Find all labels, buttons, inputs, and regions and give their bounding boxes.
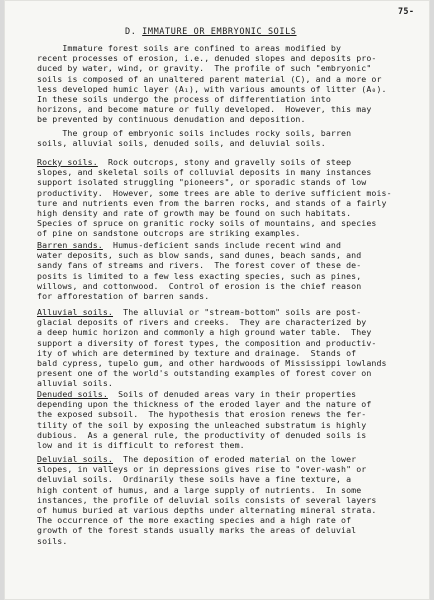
text-line: ture and nutrients even from the barren rocks, and stands of a fairly [37, 197, 387, 208]
document-page [4, 0, 430, 600]
text-line: support a diversity of forest types, the composition and productiv- [37, 337, 377, 348]
text-line: slopes, and skeletal soils of colluvial deposits in many instances [37, 167, 372, 178]
text-line: willows, and cottonwood. Control of erosion is the chief reason [37, 280, 362, 291]
text-line: In these soils undergo the process of differentiation into [37, 94, 331, 105]
text-line: growth of the forest stands usually marks the areas of deluvial [37, 525, 357, 536]
text-line: The alluvial or "stream-bottom" soils are post- [113, 307, 362, 317]
section-letter: D. [125, 27, 137, 37]
text-line: ity of which are determined by texture and drainage. Stands of [37, 347, 357, 358]
term-barren-sands: Barren sands. [37, 240, 103, 250]
text-line: recent processes of erosion, i.e., denuded slopes and deposits pro- [37, 53, 377, 64]
term-alluvial-soils: Alluvial soils. [37, 307, 114, 317]
paragraph-group-overview [37, 128, 409, 148]
paragraph-intro [37, 43, 409, 125]
text-line: dubious. As a general rule, the productivity of denuded soils is [37, 429, 367, 440]
text-line: The group of embryonic soils includes rocky soils, barren [37, 128, 352, 138]
text-line: water deposits, such as blow sands, sand dunes, beach sands, and [37, 250, 362, 261]
text-line: of humus buried at various depths under alternating mineral strata. [37, 505, 377, 516]
text-line: soils. [37, 535, 68, 546]
text-line: instances, the profile of deluvial soils consists of several layers [37, 494, 377, 505]
term-deluvial-soils: Deluvial soils. [37, 454, 114, 464]
term-rocky-soils: Rocky soils. [37, 157, 98, 167]
text-line: productivity. However, some trees are able to derive sufficient mois- [37, 187, 392, 198]
section-title: IMMATURE OR EMBRYONIC SOILS [142, 27, 297, 37]
text-line: depending upon the thickness of the eroded layer and the nature of [37, 399, 372, 410]
text-line: horizons, and become mature or fully developed. However, this may [37, 104, 372, 115]
paragraph-denuded-soils [37, 389, 409, 450]
text-line: The deposition of eroded material on the lower [113, 454, 357, 464]
text-line: soils, alluvial soils, denuded soils, and deluvial soils. [37, 138, 326, 149]
text-line: glacial deposits of rivers and creeks. They are characterized by [37, 317, 367, 328]
term-denuded-soils: Denuded soils. [37, 389, 108, 399]
text-line: The occurrence of the more exacting species and a high rate of [37, 515, 352, 526]
text-line: slopes, in valleys or in depressions gives rise to "over-wash" or [37, 464, 367, 475]
text-line: support isolated struggling "pioneers", or sporadic stands of low [37, 177, 367, 188]
text-line: present one of the world's outstanding examples of forest cover on [37, 368, 372, 379]
text-line: a deep humic horizon and commonly a high ground water table. They [37, 327, 372, 338]
text-line: sandy fans of streams and rivers. The forest cover of these de- [37, 260, 362, 271]
paragraph-deluvial-soils [37, 454, 409, 546]
text-line: the exposed subsoil. The hypothesis that erosion renews the fer- [37, 409, 367, 420]
text-line: Humus-deficient sands include recent wind and [102, 240, 342, 250]
text-line: less developed humic layer (A₁), with various amounts of litter (A₀). [37, 83, 387, 94]
section-heading [125, 27, 297, 37]
page-number: 75- [398, 7, 415, 17]
text-line: low and it is difficult to reforest them. [37, 440, 245, 451]
text-line: tility of the soil by exposing the unleached substratum is highly [37, 419, 367, 430]
text-line: deluvial soils. Ordinarily these soils have a fine texture, a [37, 474, 352, 485]
text-line: duced by water, wind, or gravity. The profile of such "embryonic" [37, 63, 372, 74]
text-line: Soils of denuded areas vary in their properties [107, 389, 357, 399]
text-line: high density and rate of growth may be found on such habitats. [37, 208, 352, 219]
text-line: Immature forest soils are confined to areas modified by [37, 43, 342, 53]
text-line: of pine on sandstone outcrops are striking examples. [37, 228, 301, 239]
text-line: be prevented by continuous denudation and deposition. [37, 114, 306, 125]
text-line: Species of spruce on granitic rocky soils of mountains, and species [37, 218, 377, 229]
text-line: Rock outcrops, stony and gravelly soils of steep [97, 157, 352, 167]
text-line: alluvial soils. [37, 378, 114, 389]
paragraph-barren-sands [37, 240, 409, 301]
text-line: soils is composed of an unaltered parent material (C), and a more or [37, 73, 382, 84]
text-line: bald cypress, tupelo gum, and other hardwoods of Mississippi lowlands [37, 358, 387, 369]
text-line: posits is limited to a few less exacting species, such as pines, [37, 270, 362, 281]
text-line: high content of humus, and a large supply of nutrients. In some [37, 484, 362, 495]
paragraph-alluvial-soils [37, 307, 409, 389]
paragraph-rocky-soils [37, 157, 409, 239]
text-line: for afforestation of barren sands. [37, 291, 210, 302]
